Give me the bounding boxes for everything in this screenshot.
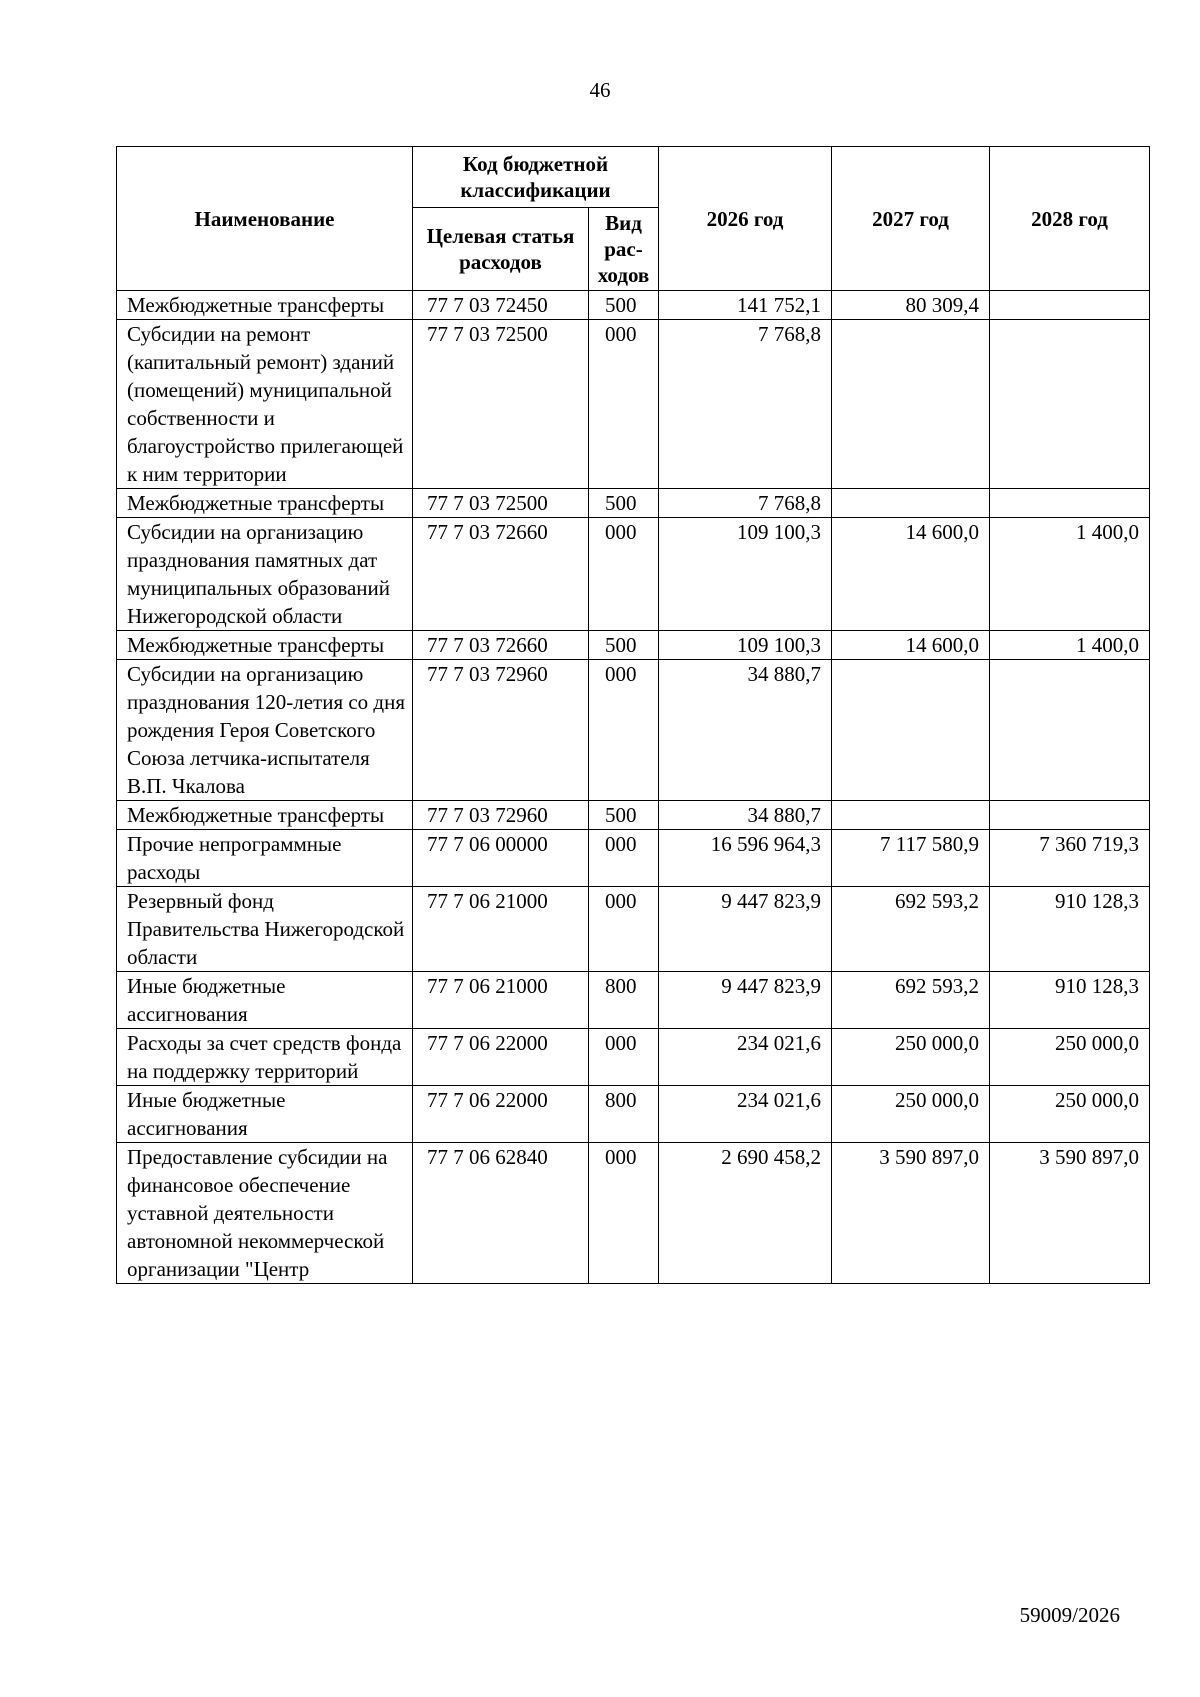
page-number: 46: [589, 78, 611, 102]
row-expense-kind: 500: [589, 291, 659, 320]
row-2026: 9 447 823,9: [659, 972, 832, 1029]
row-name: Субсидии на организацию празднования 120-летия со дня рождения Героя Советского Союза летчика-испытателя В.П. Чкалова: [117, 660, 413, 801]
row-2027: 692 593,2: [832, 887, 990, 972]
row-2026: 9 447 823,9: [659, 887, 832, 972]
header-code-group: Код бюджетной классификации: [413, 147, 659, 208]
budget-table: [116, 146, 1150, 1284]
row-2027: [832, 320, 990, 489]
row-name: Субсидии на ремонт (капитальный ремонт) зданий (помещений) муниципальной собственности и благоустройство прилегающей к ним территории: [117, 320, 413, 489]
row-expense-kind: 000: [589, 1029, 659, 1086]
row-2026: 7 768,8: [659, 489, 832, 518]
row-2027: 3 590 897,0: [832, 1143, 990, 1284]
header-expense-kind: Вид рас-ходов: [589, 208, 659, 291]
table-body: [117, 291, 1150, 1284]
row-name: Иные бюджетные ассигнования: [117, 972, 413, 1029]
row-2026: 234 021,6: [659, 1029, 832, 1086]
row-2026: 234 021,6: [659, 1086, 832, 1143]
row-2028: [990, 320, 1150, 489]
table-row: [117, 1029, 1150, 1086]
header-name: Наименование: [117, 147, 413, 291]
row-2026: 34 880,7: [659, 801, 832, 830]
row-2028: [990, 801, 1150, 830]
row-expense-kind: 500: [589, 801, 659, 830]
row-name: Иные бюджетные ассигнования: [117, 1086, 413, 1143]
row-name: Субсидии на организацию празднования памятных дат муниципальных образований Нижегородской области: [117, 518, 413, 631]
document-number: 59009/2026: [1019, 1603, 1120, 1627]
row-target-article: 77 7 03 72960: [413, 801, 589, 830]
row-name: Резервный фонд Правительства Нижегородской области: [117, 887, 413, 972]
row-2027: 7 117 580,9: [832, 830, 990, 887]
row-2028: 250 000,0: [990, 1029, 1150, 1086]
row-target-article: 77 7 03 72660: [413, 518, 589, 631]
row-2028: 910 128,3: [990, 887, 1150, 972]
row-2027: 14 600,0: [832, 631, 990, 660]
row-name: Межбюджетные трансферты: [117, 291, 413, 320]
row-2028: [990, 660, 1150, 801]
row-expense-kind: 800: [589, 972, 659, 1029]
row-name: Предоставление субсидии на финансовое обеспечение уставной деятельности автономной некоммерческой организации "Центр: [117, 1143, 413, 1284]
row-2026: 109 100,3: [659, 518, 832, 631]
row-2027: 80 309,4: [832, 291, 990, 320]
row-name: Прочие непрограммные расходы: [117, 830, 413, 887]
row-2028: 1 400,0: [990, 631, 1150, 660]
row-expense-kind: 800: [589, 1086, 659, 1143]
row-2026: 141 752,1: [659, 291, 832, 320]
table-row: [117, 660, 1150, 801]
row-target-article: 77 7 03 72500: [413, 320, 589, 489]
table-row: [117, 972, 1150, 1029]
row-2026: 7 768,8: [659, 320, 832, 489]
row-target-article: 77 7 03 72660: [413, 631, 589, 660]
row-name: Расходы за счет средств фонда на поддержку территорий: [117, 1029, 413, 1086]
row-expense-kind: 500: [589, 489, 659, 518]
row-expense-kind: 000: [589, 830, 659, 887]
row-name: Межбюджетные трансферты: [117, 489, 413, 518]
table-row: [117, 291, 1150, 320]
row-target-article: 77 7 06 22000: [413, 1086, 589, 1143]
row-target-article: 77 7 03 72450: [413, 291, 589, 320]
row-2027: [832, 801, 990, 830]
row-expense-kind: 000: [589, 1143, 659, 1284]
row-target-article: 77 7 03 72960: [413, 660, 589, 801]
row-2028: 250 000,0: [990, 1086, 1150, 1143]
row-2028: 3 590 897,0: [990, 1143, 1150, 1284]
header-target-article: Целевая статья расходов: [413, 208, 589, 291]
row-2027: 692 593,2: [832, 972, 990, 1029]
table-row: [117, 887, 1150, 972]
row-target-article: 77 7 06 00000: [413, 830, 589, 887]
row-2028: 910 128,3: [990, 972, 1150, 1029]
row-2026: 16 596 964,3: [659, 830, 832, 887]
row-target-article: 77 7 06 21000: [413, 972, 589, 1029]
row-2027: 14 600,0: [832, 518, 990, 631]
table-row: [117, 830, 1150, 887]
table-row: [117, 1086, 1150, 1143]
row-expense-kind: 500: [589, 631, 659, 660]
row-2027: [832, 489, 990, 518]
row-2028: [990, 291, 1150, 320]
header-2026: 2026 год: [659, 147, 832, 291]
row-target-article: 77 7 06 22000: [413, 1029, 589, 1086]
row-2027: 250 000,0: [832, 1086, 990, 1143]
table-row: [117, 801, 1150, 830]
header-2027: 2027 год: [832, 147, 990, 291]
row-target-article: 77 7 06 21000: [413, 887, 589, 972]
row-expense-kind: 000: [589, 518, 659, 631]
header-2028: 2028 год: [990, 147, 1150, 291]
row-name: Межбюджетные трансферты: [117, 631, 413, 660]
table-row: [117, 518, 1150, 631]
row-2027: 250 000,0: [832, 1029, 990, 1086]
row-2028: [990, 489, 1150, 518]
row-name: Межбюджетные трансферты: [117, 801, 413, 830]
row-2026: 2 690 458,2: [659, 1143, 832, 1284]
row-target-article: 77 7 06 62840: [413, 1143, 589, 1284]
row-expense-kind: 000: [589, 320, 659, 489]
table-row: [117, 1143, 1150, 1284]
row-2027: [832, 660, 990, 801]
table-row: [117, 489, 1150, 518]
row-expense-kind: 000: [589, 660, 659, 801]
row-2028: 1 400,0: [990, 518, 1150, 631]
row-2026: 34 880,7: [659, 660, 832, 801]
row-2026: 109 100,3: [659, 631, 832, 660]
table-row: [117, 320, 1150, 489]
table-header: [117, 147, 1150, 291]
table-row: [117, 631, 1150, 660]
row-expense-kind: 000: [589, 887, 659, 972]
row-target-article: 77 7 03 72500: [413, 489, 589, 518]
row-2028: 7 360 719,3: [990, 830, 1150, 887]
